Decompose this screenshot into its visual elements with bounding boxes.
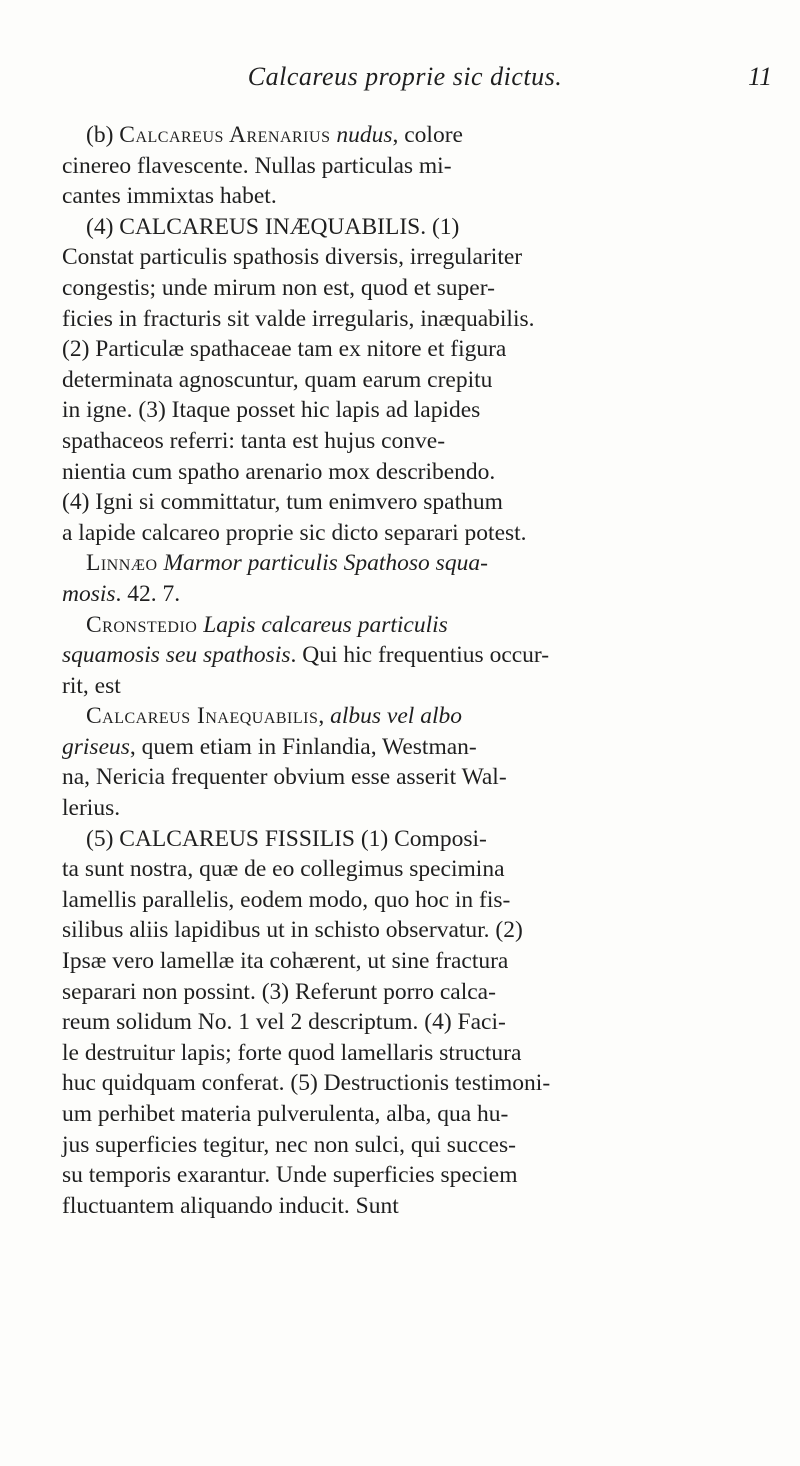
text-line xyxy=(62,762,772,793)
text-line xyxy=(62,671,772,702)
text-run: . Qui hic frequentius occur- xyxy=(290,642,550,669)
text-run: ficies in fracturis sit valde irregularis, inæquabilis. xyxy=(62,305,535,332)
text-line xyxy=(62,1130,772,1161)
text-run: albus vel albo xyxy=(330,703,462,730)
text-run: cinereo flavescente. Nullas particulas mi- xyxy=(62,152,452,179)
text-run: reum solidum No. 1 vel 2 descriptum. (4) Faci- xyxy=(62,1009,506,1036)
text-line xyxy=(62,1099,772,1130)
text-line xyxy=(62,304,772,335)
text-run: (4) CALCAREUS INÆQUABILIS. (1) xyxy=(86,213,460,240)
text-line xyxy=(62,426,772,457)
text-run: Cronstedio xyxy=(86,611,198,638)
text-run: spathaceos referri: tanta est hujus conve- xyxy=(62,427,446,454)
text-run: lamellis parallelis, eodem modo, quo hoc in fis- xyxy=(62,886,511,913)
text-run: na, Nericia frequenter obvium esse asserit Wal- xyxy=(62,764,507,791)
text-run: Constat particulis spathosis diversis, irregulariter xyxy=(62,244,523,271)
text-run: (4) Igni si committatur, tum enimvero spathum xyxy=(62,489,503,516)
text-run: (b) xyxy=(86,122,120,148)
text-line xyxy=(62,1068,772,1099)
text-line xyxy=(62,1007,772,1038)
text-run: su temporis exarantur. Unde superficies speciem xyxy=(62,1162,518,1189)
text-run: le destruitur lapis; forte quod lamellaris structura xyxy=(62,1039,522,1066)
text-line xyxy=(62,854,772,885)
text-line xyxy=(62,181,772,212)
text-line xyxy=(62,212,772,243)
text-run: Calcareus Arenarius xyxy=(119,122,331,148)
text-run: rit, est xyxy=(62,672,121,699)
text-run: Ipsæ vero lamellæ ita cohærent, ut sine fractura xyxy=(62,948,509,975)
text-run: , quem etiam in Finlandia, Westman- xyxy=(129,733,477,760)
text-line xyxy=(62,1160,772,1191)
text-run: nudus xyxy=(336,122,393,148)
body-text xyxy=(62,120,772,1221)
text-run: (2) Particulæ spathaceae tam ex nitore et figura xyxy=(62,336,507,363)
text-run: mosis xyxy=(62,580,116,607)
text-line xyxy=(62,273,772,304)
text-run: Lapis calcareus particulis xyxy=(203,611,448,638)
text-run: Linnæo xyxy=(86,550,158,577)
text-line xyxy=(62,640,772,671)
text-run: silibus aliis lapidibus ut in schisto observatur. (2) xyxy=(62,917,523,944)
text-run: Calcareus Inaequabilis xyxy=(86,703,319,730)
text-line xyxy=(62,732,772,763)
text-line xyxy=(62,977,772,1008)
text-run: um perhibet materia pulverulenta, alba, qua hu- xyxy=(62,1101,509,1127)
text-run: , colore xyxy=(392,122,463,148)
text-line xyxy=(62,824,772,855)
text-line xyxy=(62,548,772,579)
text-line xyxy=(62,395,772,426)
page-number: 11 xyxy=(748,62,773,91)
text-run: , xyxy=(318,703,331,730)
text-line xyxy=(62,701,772,732)
text-run: huc quidquam conferat. (5) Destructionis testimoni- xyxy=(62,1070,551,1097)
text-run: squamosis seu spathosis xyxy=(62,642,291,669)
text-run: Marmor particulis Spathoso squa- xyxy=(163,550,488,577)
text-run: jus superficies tegitur, nec non sulci, qui succes- xyxy=(62,1131,516,1158)
text-line xyxy=(62,915,772,946)
text-run: fluctuantem aliquando inducit. Sunt xyxy=(62,1192,399,1219)
running-title: Calcareus proprie sic dictus. xyxy=(247,62,563,91)
text-line xyxy=(62,793,772,824)
text-run: determinata agnoscuntur, quam earum crepitu xyxy=(62,366,493,393)
text-line xyxy=(62,334,772,365)
text-line xyxy=(62,457,772,488)
text-line xyxy=(62,610,772,641)
text-line xyxy=(62,579,772,610)
text-line xyxy=(62,242,772,273)
text-run: ta sunt nostra, quæ de eo collegimus specimina xyxy=(62,856,505,883)
text-line xyxy=(62,885,772,916)
text-run: griseus xyxy=(62,733,130,760)
text-line xyxy=(62,1191,772,1222)
text-run: lerius. xyxy=(62,795,121,822)
text-line xyxy=(62,365,772,396)
text-line xyxy=(62,1038,772,1069)
text-run: in igne. (3) Itaque posset hic lapis ad lapides xyxy=(62,397,481,424)
text-run: separari non possint. (3) Referunt porro calca- xyxy=(62,978,496,1005)
text-line xyxy=(62,151,772,182)
text-line xyxy=(62,518,772,549)
text-run: . 42. 7. xyxy=(115,580,181,607)
text-line xyxy=(62,946,772,977)
text-line xyxy=(62,487,772,518)
text-run: congestis; unde mirum non est, quod et super- xyxy=(62,274,495,301)
text-run: cantes immixtas habet. xyxy=(62,183,277,210)
text-run: (5) CALCAREUS FISSILIS (1) Composi- xyxy=(86,825,487,852)
text-run: nientia cum spatho arenario mox describendo. xyxy=(62,458,496,485)
text-run: a lapide calcareo proprie sic dicto separari potest. xyxy=(62,519,527,546)
text-line xyxy=(62,120,772,151)
